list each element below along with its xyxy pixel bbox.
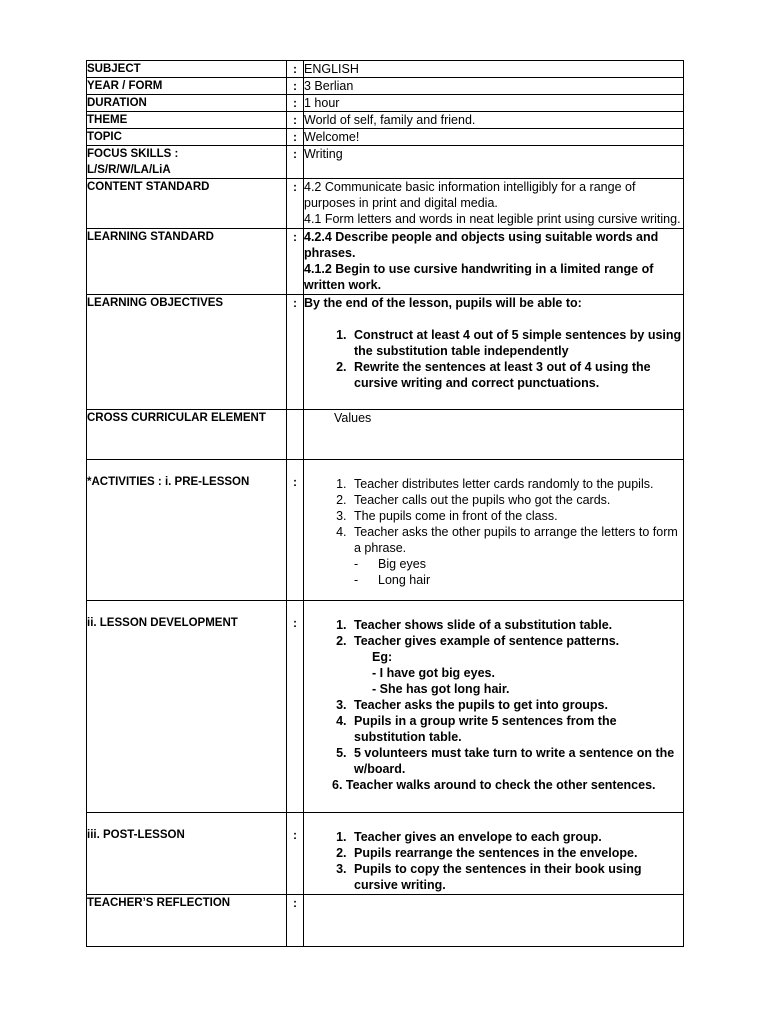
- development-item: 3. Teacher asks the pupils to get into groups.: [350, 697, 683, 713]
- label-focus-line2: L/S/R/W/LA/LiA: [87, 164, 171, 176]
- row-teacher-reflection: [87, 895, 684, 947]
- value-post-lesson: [304, 813, 684, 895]
- dash: -: [354, 557, 359, 571]
- development-list: [304, 617, 683, 777]
- pre-lesson-item-text: Teacher asks the other pupils to arrange the letters to form a phrase.: [354, 525, 678, 555]
- row-focus-skills: [87, 146, 684, 179]
- phrase-item: [354, 572, 683, 588]
- post-lesson-item: 3. Pupils to copy the sentences in their book using cursive writing.: [350, 861, 683, 893]
- cross-curricular-value: Values: [334, 411, 372, 425]
- value-duration: 1 hour: [304, 95, 684, 112]
- value-learning-standard: [304, 229, 684, 295]
- colon: :: [287, 295, 304, 410]
- learning-standard-item: 4.2.4 Describe people and objects using suitable words and phrases.: [304, 230, 659, 260]
- colon: :: [287, 146, 304, 179]
- value-learning-objectives: [304, 295, 684, 410]
- colon: :: [287, 95, 304, 112]
- phrase-text: Long hair: [378, 573, 431, 587]
- value-year: 3 Berlian: [304, 78, 684, 95]
- colon: :: [287, 78, 304, 95]
- label-learning-objectives: LEARNING OBJECTIVES: [87, 295, 287, 410]
- colon: :: [287, 460, 304, 601]
- value-theme: World of self, family and friend.: [304, 112, 684, 129]
- row-content-standard: [87, 179, 684, 229]
- phrase-item: [354, 556, 683, 572]
- objective-item: 2. Rewrite the sentences at least 3 out of 4 using the cursive writing and correct punctuations.: [350, 359, 683, 391]
- content-standard-line: 4.1 Form letters and words in neat legible print using cursive writing.: [304, 212, 681, 226]
- value-lesson-development: [304, 601, 684, 813]
- post-lesson-list: [304, 829, 683, 893]
- label-year: YEAR / FORM: [87, 78, 287, 95]
- colon: :: [287, 813, 304, 895]
- label-teacher-reflection: TEACHER’S REFLECTION: [87, 895, 287, 947]
- colon: :: [287, 112, 304, 129]
- label-topic: TOPIC: [87, 129, 287, 146]
- colon: :: [287, 179, 304, 229]
- value-content-standard: [304, 179, 684, 229]
- row-year: [87, 78, 684, 95]
- label-focus-line1: FOCUS SKILLS :: [87, 148, 179, 160]
- colon: :: [287, 601, 304, 813]
- row-theme: [87, 112, 684, 129]
- development-item: 1. Teacher shows slide of a substitution table.: [350, 617, 683, 633]
- row-topic: [87, 129, 684, 146]
- colon: :: [287, 229, 304, 295]
- label-lesson-development: ii. LESSON DEVELOPMENT: [87, 601, 287, 813]
- pre-lesson-item: [350, 524, 683, 588]
- label-subject: SUBJECT: [87, 61, 287, 78]
- label-post-lesson: iii. POST-LESSON: [87, 813, 287, 895]
- row-cross-curricular: [87, 410, 684, 460]
- lesson-plan-table: [86, 60, 684, 947]
- label-theme: THEME: [87, 112, 287, 129]
- row-lesson-development: [87, 601, 684, 813]
- value-cross-curricular: [304, 410, 684, 460]
- colon: :: [287, 61, 304, 78]
- objectives-list: [304, 327, 683, 391]
- development-item-text: 2. Teacher gives example of sentence patterns.: [354, 634, 620, 648]
- phrase-list: [354, 556, 683, 588]
- content-standard-line: 4.2 Communicate basic information intelligibly for a range of: [304, 180, 636, 194]
- row-post-lesson: [87, 813, 684, 895]
- example-sentence: - I have got big eyes.: [372, 666, 495, 680]
- row-pre-lesson: [87, 460, 684, 601]
- row-learning-standard: [87, 229, 684, 295]
- label-content-standard: CONTENT STANDARD: [87, 179, 287, 229]
- example-label: Eg:: [372, 650, 393, 664]
- pre-lesson-item: 2. Teacher calls out the pupils who got the cards.: [350, 492, 683, 508]
- row-learning-objectives: [87, 295, 684, 410]
- label-focus-skills: [87, 146, 287, 179]
- label-duration: DURATION: [87, 95, 287, 112]
- colon-empty: [287, 410, 304, 460]
- objectives-intro: By the end of the lesson, pupils will be able to:: [304, 296, 582, 310]
- colon: :: [287, 129, 304, 146]
- label-cross-curricular: CROSS CURRICULAR ELEMENT: [87, 410, 287, 460]
- development-item-6: 6. Teacher walks around to check the other sentences.: [332, 778, 656, 792]
- row-duration: [87, 95, 684, 112]
- phrase-text: Big eyes: [378, 557, 426, 571]
- post-lesson-item: 2. Pupils rearrange the sentences in the envelope.: [350, 845, 683, 861]
- label-learning-standard: LEARNING STANDARD: [87, 229, 287, 295]
- objective-item: 1. Construct at least 4 out of 5 simple sentences by using the substitution table independently: [350, 327, 683, 359]
- row-subject: [87, 61, 684, 78]
- value-pre-lesson: [304, 460, 684, 601]
- content-standard-line: purposes in print and digital media.: [304, 196, 498, 210]
- value-teacher-reflection[interactable]: [304, 895, 684, 947]
- colon: :: [287, 895, 304, 947]
- pre-lesson-item: 1. Teacher distributes letter cards randomly to the pupils.: [350, 476, 683, 492]
- value-topic: Welcome!: [304, 129, 684, 146]
- value-focus-skills: Writing: [304, 146, 684, 179]
- dash: -: [354, 573, 359, 587]
- pre-lesson-item: 3. The pupils come in front of the class.: [350, 508, 683, 524]
- label-pre-lesson: *ACTIVITIES : i. PRE-LESSON: [87, 460, 287, 601]
- development-item: [350, 633, 683, 697]
- development-item: 4. Pupils in a group write 5 sentences from the substitution table.: [350, 713, 683, 745]
- post-lesson-item: 1. Teacher gives an envelope to each group.: [350, 829, 683, 845]
- example-sentence: - She has got long hair.: [372, 682, 510, 696]
- value-subject: ENGLISH: [304, 61, 684, 78]
- development-item: 5. 5 volunteers must take turn to write a sentence on the w/board.: [350, 745, 683, 777]
- learning-standard-item: 4.1.2 Begin to use cursive handwriting in a limited range of written work.: [304, 262, 654, 292]
- pre-lesson-list: [304, 476, 683, 588]
